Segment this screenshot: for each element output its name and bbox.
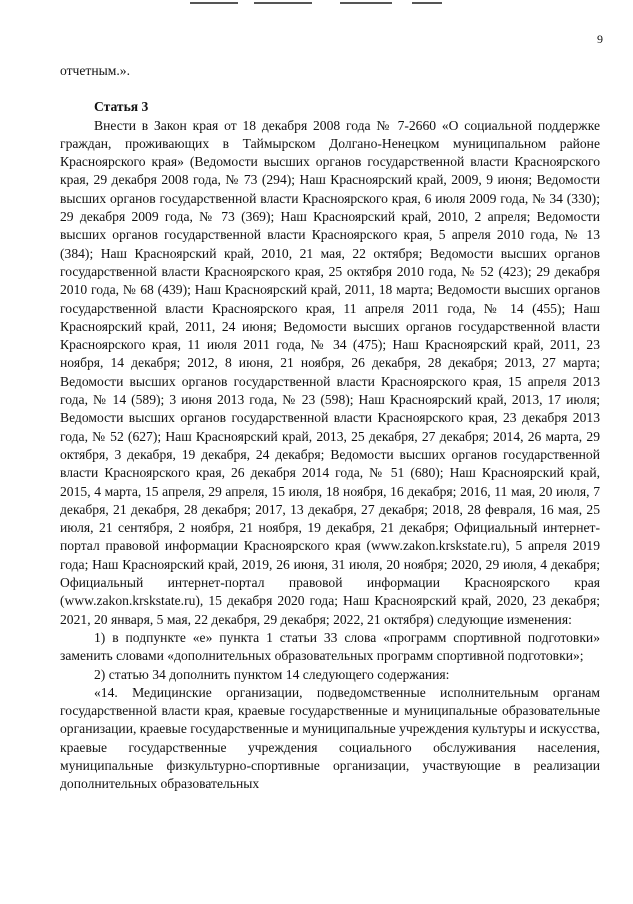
article-heading: Статья 3 — [94, 99, 149, 115]
continuation-text: отчетным.». — [60, 63, 130, 78]
page-number: 9 — [597, 32, 603, 46]
scan-artifact-marks — [190, 2, 450, 5]
document-body — [60, 62, 600, 794]
quoted-new-clause: «14. Медицинские организации, подведомственные исполнительным органам государственной власти края, краевые государственные и муниципальные образовательные организации, краевые государственные и муниципальные учреждения культуры и искусства, краевые государственные учреждения социального обслуживания населения, муниципальные физкультурно-спортивные организации, участвующие в реализации дополнительных образовательных — [60, 684, 600, 792]
article-intro-paragraph: Внести в Закон края от 18 декабря 2008 года № 7-2660 «О социальной поддержке граждан, проживающих в Таймырском Долгано-Ненецком муниципальном районе Красноярского края» (Ведомости высших органов государственной власти Красноярского края, 29 декабря 2008 года, № 73 (294); Наш Красноярский край, 2009, 9 июня; Ведомости высших органов государственной власти Красноярского края, 6 июля 2009 года, № 34 (330); 29 декабря 2009 года, № 73 (369); Наш Красноярский край, 2010, 2 апреля; Ведомости высших органов государственной власти Красноярского края, 5 апреля 2010 года, № 13 (384); Наш Красноярский край, 2010, 21 мая, 22 октября; Ведомости высших органов государственной власти Красноярского края, 25 октября 2010 года, № 52 (423); 29 декабря 2010 года, № 68 (439); Наш Красноярский край, 2011, 18 марта; Ведомости высших органов государственной власти Красноярского края, 11 апреля 2011 года, № 14 (455); Наш Красноярский край, 2011, 24 июня; Ведомости высших органов государственной власти Красноярского края, 11 июля 2011 года, № 34 (475); Наш Красноярский край, 2011, 23 ноября, 14 декабря; 2012, 8 июня, 21 ноября, 26 декабря, 28 декабря; 2013, 27 марта; Ведомости высших органов государственной власти Красноярского края, 15 апреля 2013 года, № 14 (589); 3 июня 2013 года, № 23 (598); Наш Красноярский край, 2013, 17 июля; Ведомости высших органов государственной власти Красноярского края, 23 декабря 2013 года, № 52 (627); Наш Красноярский край, 2013, 25 декабря, 27 декабря; 2014, 26 марта, 29 октября, 3 декабря, 19 декабря, 24 декабря; Ведомости высших органов государственной власти Красноярского края, 26 декабря 2014 года, № 51 (680); Наш Красноярский край, 2015, 4 марта, 15 апреля, 29 апреля, 15 июля, 18 ноября, 16 декабря; 2016, 11 мая, 20 июля, 7 декабря, 21 декабря, 28 декабря; 2017, 13 декабря, 27 декабря; 2018, 28 февраля, 16 мая, 25 июля, 21 сентября, 2 ноября, 21 ноября, 19 декабря, 21 декабря; Официальный интернет-портал правовой информации Красноярского края (www.zakon.krskstate.ru), 5 апреля 2019 года; Наш Красноярский край, 2019, 26 июня, 31 июля, 20 ноября; 2020, 29 июля, 4 декабря; Официальный интернет-портал правовой информации Красноярского края (www.zakon.krskstate.ru), 15 декабря 2020 года; Наш Красноярский край, 2020, 23 декабря; 2021, 20 января, 5 мая, 22 декабря, 29 декабря; 2022, 21 октября) следующие изменения: — [60, 117, 600, 627]
amendment-item-2: 2) статью 34 дополнить пунктом 14 следующего содержания: — [94, 666, 450, 682]
amendment-item-1: 1) в подпункте «е» пункта 1 статьи 33 слова «программ спортивной подготовки» заменить словами «дополнительных образовательных программ спортивной подготовки»; — [60, 629, 600, 664]
